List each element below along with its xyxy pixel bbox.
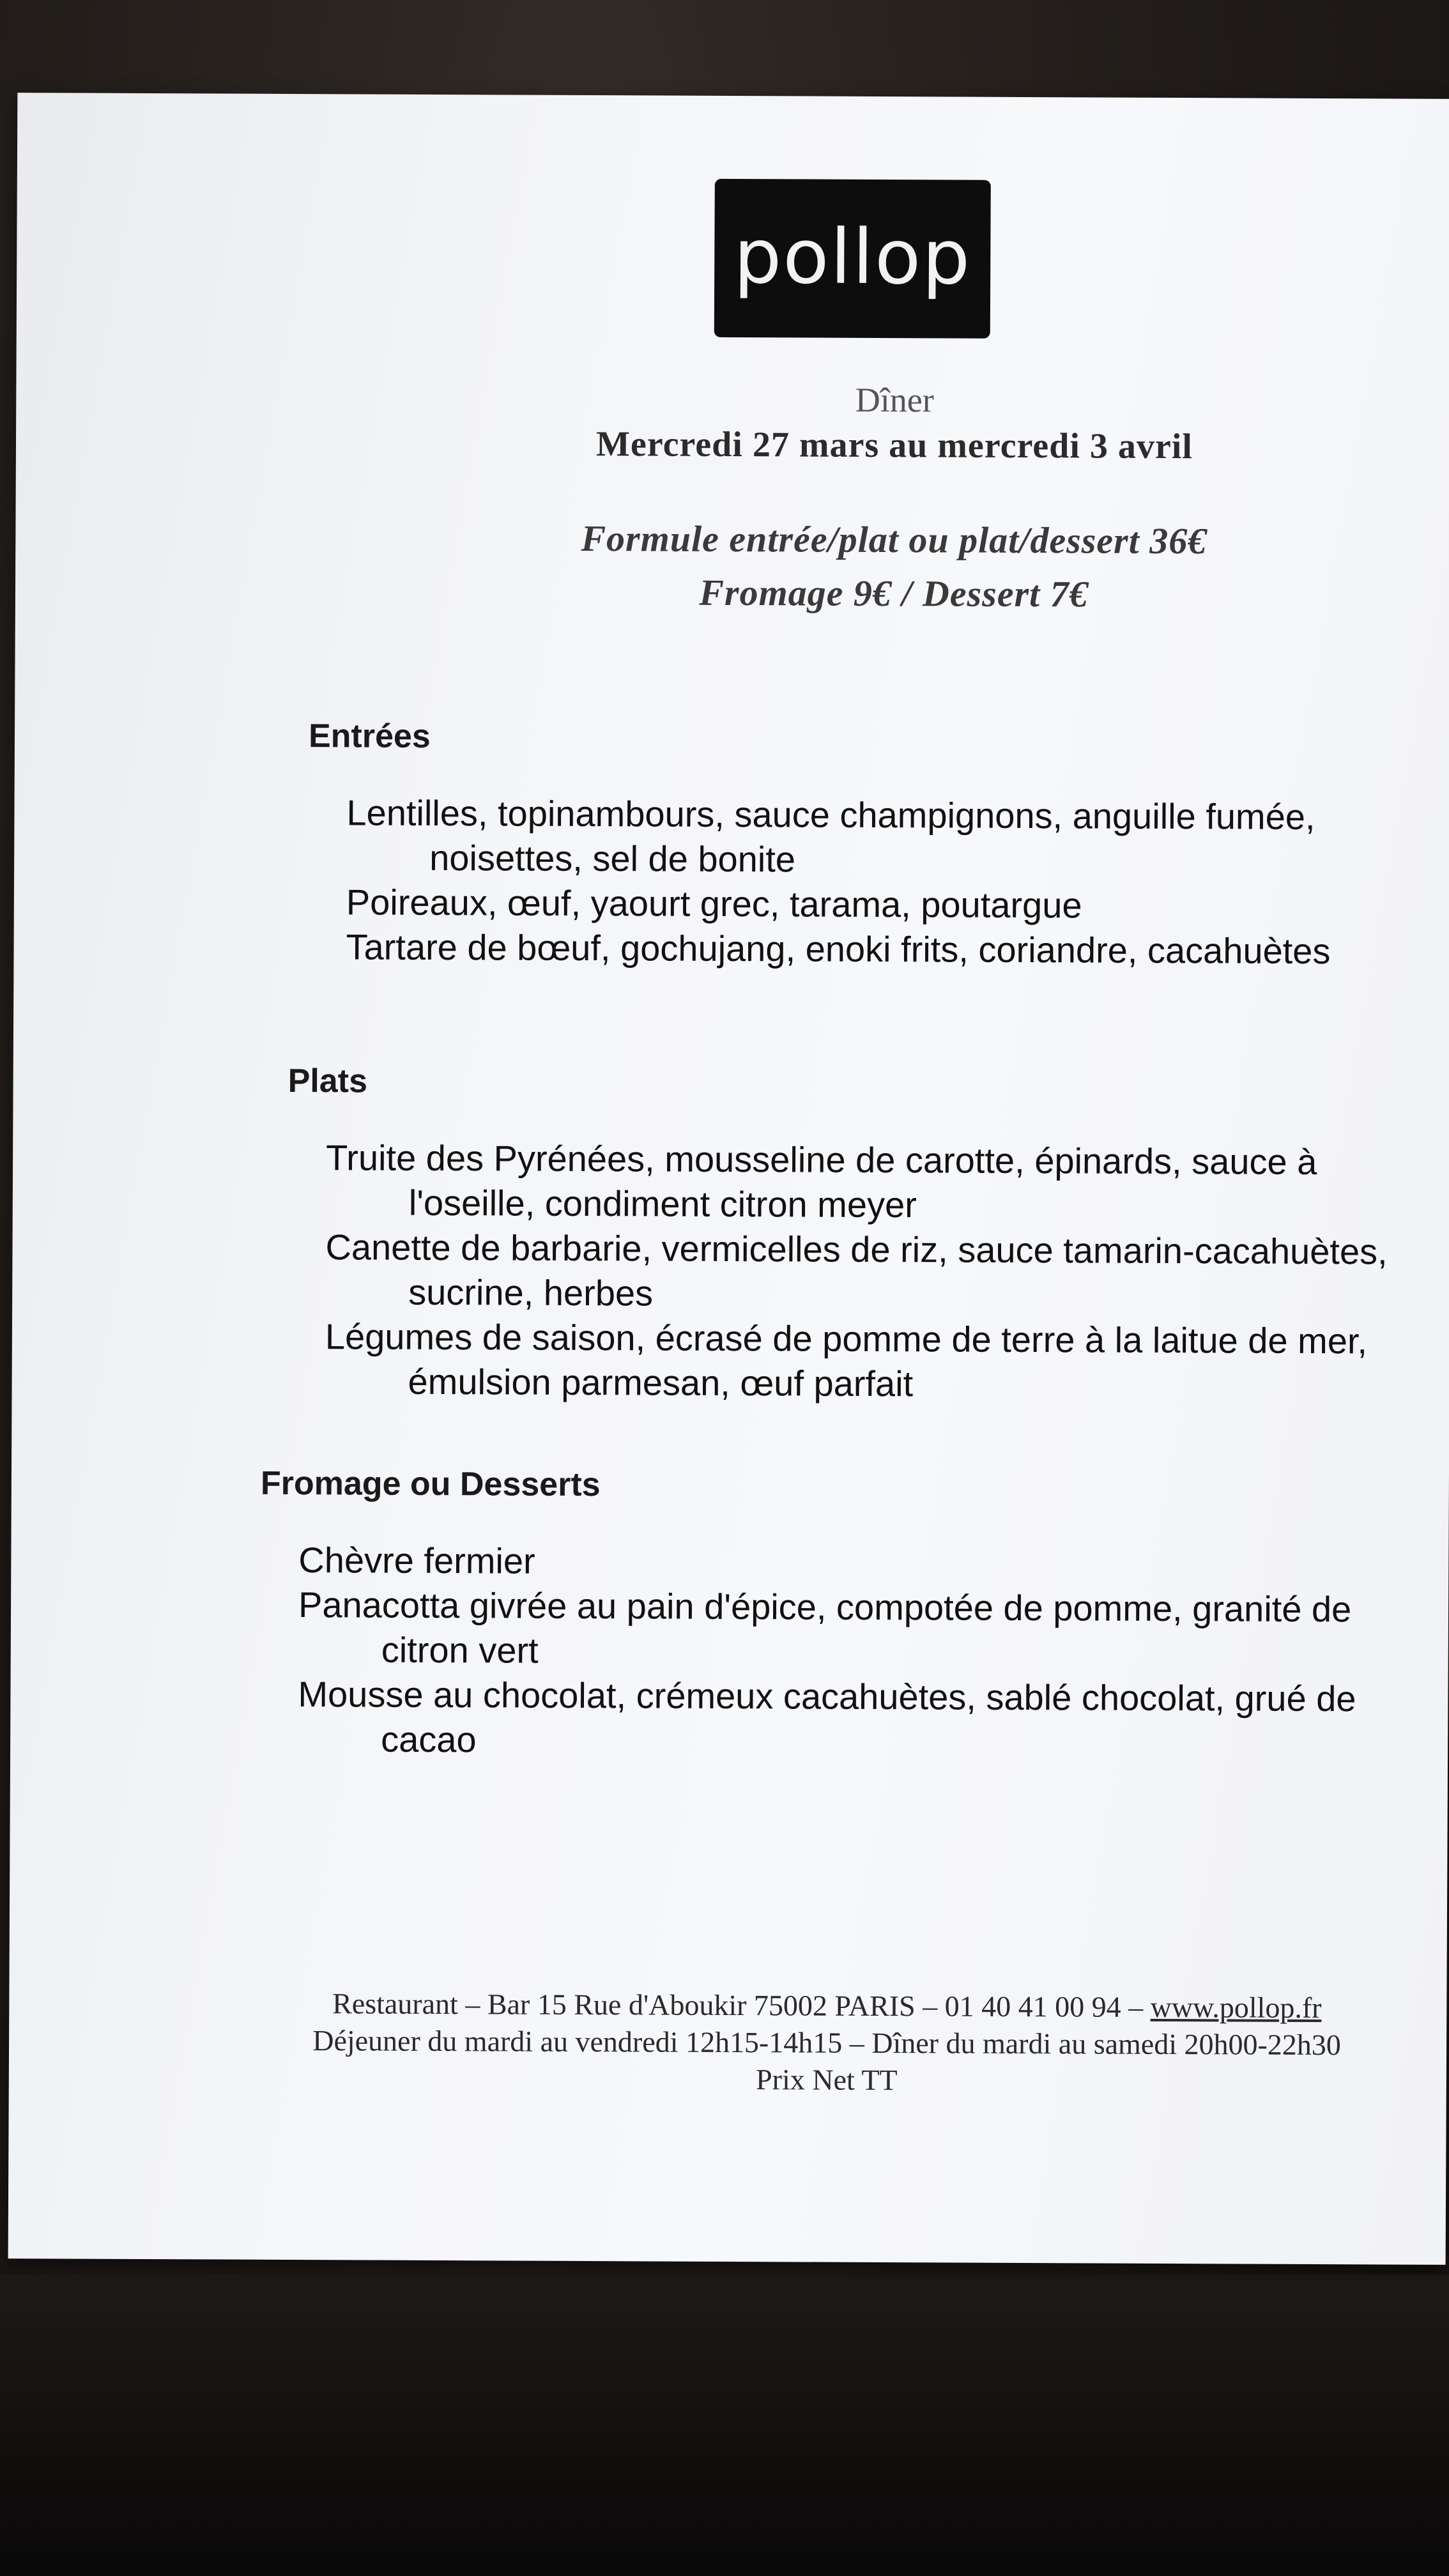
footer-address-line <box>220 1985 1434 2027</box>
section-entrees <box>307 714 1395 974</box>
dish-list <box>346 790 1394 974</box>
table-surface <box>0 2274 1449 2576</box>
website-link: www.pollop.fr <box>1150 1990 1322 2025</box>
dish-item: Canette de barbarie, vermicelles de riz, sauce tamarin-cacahuètes, sucrine, herbes <box>325 1227 1388 1314</box>
menu-sheet <box>8 93 1449 2265</box>
section-title: Fromage ou Desserts <box>260 1464 601 1504</box>
formula-price: Formule entrée/plat ou plat/dessert 36€ <box>581 517 1208 562</box>
menu-footer <box>220 1985 1434 2101</box>
footer-price-note: Prix Net TT <box>756 2063 898 2097</box>
section-title: Entrées <box>308 717 431 755</box>
menu-header <box>399 376 1390 623</box>
dish-list <box>325 1135 1406 1408</box>
dish-item: Truite des Pyrénées, mousseline de carotte, épinards, sauce à l'oseille, condiment citron meyer <box>326 1137 1317 1225</box>
restaurant-logo <box>714 179 991 339</box>
dish-item: Chèvre fermier <box>298 1540 535 1581</box>
footer-hours: Déjeuner du mardi au vendredi 12h15-14h15 – Dîner du mardi au samedi 20h00-22h30 <box>312 2024 1342 2062</box>
footer-address: Restaurant – Bar 15 Rue d'Aboukir 75002 PARIS – 01 40 41 00 94 – <box>332 1987 1151 2023</box>
price-info <box>399 511 1390 623</box>
dish-item: Mousse au chocolat, crémeux cacahuètes, sablé chocolat, grué de cacao <box>298 1674 1356 1760</box>
menu-dates: Mercredi 27 mars au mercredi 3 avril <box>595 424 1193 467</box>
extras-price: Fromage 9€ / Dessert 7€ <box>699 571 1089 615</box>
dish-item: Lentilles, topinambours, sauce champignons, anguille fumée, noisettes, sel de bonite <box>346 792 1315 880</box>
dish-item: Tartare de bœuf, gochujang, enoki frits, coriandre, cacahuètes <box>346 926 1331 972</box>
logo-text: pollop <box>733 212 972 302</box>
section-title: Plats <box>288 1062 368 1100</box>
dish-item: Panacotta givrée au pain d'épice, compotée de pomme, granité de citron vert <box>298 1584 1352 1671</box>
service-label: Dîner <box>855 380 934 420</box>
dish-item: Poireaux, œuf, yaourt grec, tarama, poutargue <box>346 882 1082 926</box>
dish-list <box>298 1538 1411 1767</box>
section-fromage-desserts <box>259 1461 1411 1767</box>
dish-item: Légumes de saison, écrasé de pomme de terre à la laitue de mer, émulsion parmesan, œuf parfait <box>325 1316 1368 1404</box>
section-plats <box>286 1059 1406 1409</box>
